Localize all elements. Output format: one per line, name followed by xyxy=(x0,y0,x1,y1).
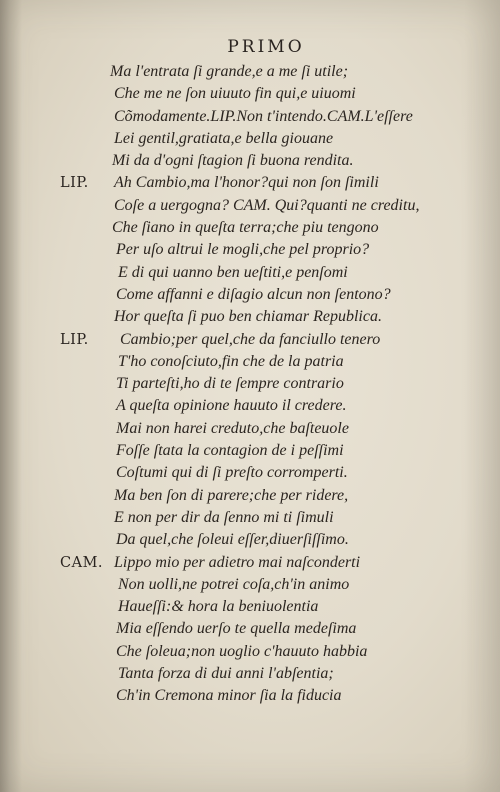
verse-line xyxy=(0,485,500,507)
speaker-label: CAM. xyxy=(60,554,104,571)
verse-line xyxy=(0,462,500,484)
verse-line xyxy=(0,172,500,194)
verse-line xyxy=(0,83,500,105)
verse-text: Ti parteſti,ho di te ſempre contrario xyxy=(116,375,344,393)
verse-text: Non uolli,ne potrei coſa,ch'in animo xyxy=(118,575,350,593)
verse-line xyxy=(0,373,500,395)
verse-text: A queſta opinione hauuto il credere. xyxy=(116,397,347,415)
verse-line xyxy=(0,618,500,640)
verse-line xyxy=(0,663,500,685)
verse-line xyxy=(0,395,500,417)
verse-line xyxy=(0,61,500,83)
verse-text: Haueſſi:& hora la beniuolentia xyxy=(118,598,319,616)
verse-text: T'ho conoſciuto,fin che de la patria xyxy=(118,352,344,370)
verse-text: Tanta forza di dui anni l'abſentia; xyxy=(118,665,334,683)
verse-line xyxy=(0,150,500,172)
verse-line xyxy=(0,351,500,373)
verse-text: Lippo mio per adietro mai naſconderti xyxy=(114,553,361,571)
verse-line xyxy=(0,106,500,128)
verse-line xyxy=(0,529,500,551)
verse-text: Come affanni e diſagio alcun non ſentono? xyxy=(116,285,391,303)
verse-line xyxy=(0,329,500,351)
verse-line xyxy=(0,284,500,306)
verse-text: Che me ne ſon uiuuto fin qui,e uiuomi xyxy=(114,85,356,103)
verse-line xyxy=(0,574,500,596)
verse-line xyxy=(0,239,500,261)
verse-line xyxy=(0,440,500,462)
verse-line xyxy=(0,217,500,239)
verse-text: Per uſo altrui le mogli,che pel proprio? xyxy=(116,241,370,259)
verse-line xyxy=(0,596,500,618)
verse-line xyxy=(0,418,500,440)
verse-line xyxy=(0,685,500,707)
verse-text: Mi da d'ogni ſtagion ſi buona rendita. xyxy=(112,152,354,170)
verse-line xyxy=(0,507,500,529)
verse-text: Che ſoleua;non uoglio c'hauuto habbia xyxy=(116,642,368,660)
verse-text: Foſſe ſtata la contagion de i peſſimi xyxy=(116,442,344,460)
verse-text: Ma ben ſon di parere;che per ridere, xyxy=(114,486,349,504)
running-header: PRIMO xyxy=(227,37,305,57)
verse-text: Mia eſſendo uerſo te quella medeſima xyxy=(116,620,357,638)
verse-text: Coſe a uergogna? CAM. Qui?quanti ne creditu, xyxy=(114,196,420,214)
verse-text: Che ſiano in queſta terra;che piu tengono xyxy=(112,219,379,237)
verse-text: E non per dir da ſenno mi ti ſimuli xyxy=(114,508,334,526)
verse-text: Ma l'entrata ſi grande,e a me ſi utile; xyxy=(110,63,349,80)
verse-text: Da quel,che ſoleui eſſer,diuerſiſſimo. xyxy=(116,531,349,549)
verse-text: Cambio;per quel,che da fanciullo tenero xyxy=(120,330,381,348)
verse-text: Lei gentil,gratiata,e bella giouane xyxy=(114,129,334,147)
verse-block xyxy=(0,61,500,708)
verse-line xyxy=(0,128,500,150)
verse-line xyxy=(0,552,500,574)
speaker-label: LIP. xyxy=(60,175,89,192)
verse-line xyxy=(0,306,500,328)
verse-text: Ch'in Cremona minor ſia la fiducia xyxy=(116,687,342,705)
verse-line xyxy=(0,641,500,663)
verse-text: Mai non harei creduto,che baſteuole xyxy=(116,419,349,437)
verse-text: Hor queſta ſi puo ben chiamar Republica. xyxy=(114,308,382,326)
verse-text: Coſtumi qui di ſi preſto corromperti. xyxy=(116,464,348,482)
verse-line xyxy=(0,262,500,284)
verse-text: Ah Cambio,ma l'honor?qui non ſon ſimili xyxy=(114,174,379,192)
verse-text: Cõmodamente.LIP.Non t'intendo.CAM.L'eſſere xyxy=(114,107,413,125)
verse-text: E di qui uanno ben ueſtiti,e penſomi xyxy=(118,263,348,281)
verse-line xyxy=(0,195,500,217)
speaker-label: LIP. xyxy=(60,331,89,348)
